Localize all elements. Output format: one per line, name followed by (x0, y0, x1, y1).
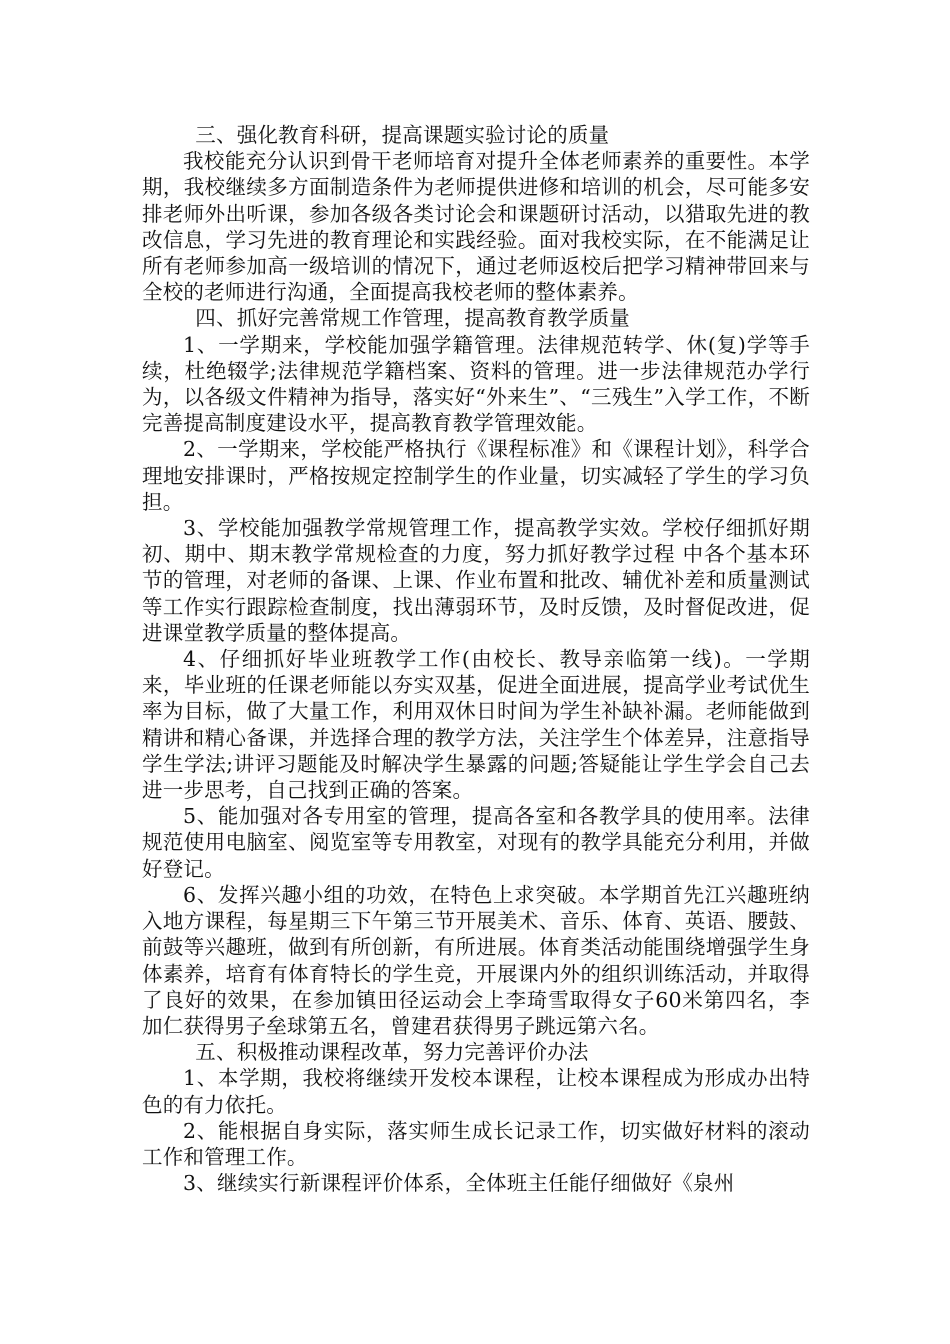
paragraph-item-5-1: 1、本学期，我校将继续开发校本课程，让校本课程成为形成办出特色的有力依托。 (142, 1066, 810, 1117)
section-heading-5: 五、积极推动课程改革，努力完善评价办法 (195, 1040, 589, 1065)
paragraph-item-5-3: 3、继续实行新课程评价体系，全体班主任能仔细做好《泉州 (183, 1171, 735, 1196)
paragraph-item-5-2: 2、能根据自身实际，落实师生成长记录工作，切实做好材料的滚动工作和管理工作。 (142, 1118, 810, 1169)
paragraph-item-4-6: 6、发挥兴趣小组的功效，在特色上求突破。本学期首先江兴趣班纳入地方课程，每星期三下午第三节开展美术、音乐、体育、英语、腰鼓、前鼓等兴趣班，做到有所创新，有所进展。体育类活动能围绕增强学生身体素养，培育有体育特长的学生竞，开展课内外的组织训练活动，并取得了良好的效果，在参加镇田径运动会上李琦雪取得女子60米第四名，李加仁获得男子垒球第五名，曾建君获得男子跳远第六名。 (142, 882, 810, 1038)
paragraph-teacher-training: 我校能充分认识到骨干老师培育对提升全体老师素养的重要性。本学期，我校继续多方面制造条件为老师提供进修和培训的机会，尽可能多安排老师外出听课，参加各级各类讨论会和课题研讨活动，以猎取先进的教改信息，学习先进的教育理论和实践经验。面对我校实际，在不能满足让所有老师参加高一级培训的情况下，通过老师返校后把学习精神带回来与全校的老师进行沟通，全面提高我校老师的整体素养。 (142, 149, 810, 305)
paragraph-item-4-3: 3、学校能加强教学常规管理工作，提高教学实效。学校仔细抓好期初、期中、期末教学常规检查的力度，努力抓好教学过程 中各个基本环节的管理，对老师的备课、上课、作业布置和批改、辅优补差和质量测试等工作实行跟踪检查制度，找出薄弱环节，及时反馈，及时督促改进，促进课堂教学质量的整体提高。 (142, 516, 810, 645)
document-body (142, 122, 810, 1196)
section-heading-4: 四、抓好完善常规工作管理，提高教育教学质量 (195, 306, 630, 331)
section-heading-3: 三、强化教育科研，提高课题实验讨论的质量 (195, 123, 610, 147)
paragraph-item-4-2: 2、一学期来，学校能严格执行《课程标准》和《课程计划》，科学合理地安排课时，严格按规定控制学生的作业量，切实减轻了学生的学习负担。 (142, 437, 810, 514)
paragraph-item-4-5: 5、能加强对各专用室的管理，提高各室和各教学具的使用率。法律规范使用电脑室、阅览室等专用教室，对现有的教学具能充分利用，并做好登记。 (142, 804, 810, 881)
paragraph-item-4-1: 1、一学期来，学校能加强学籍管理。法律规范转学、休(复)学等手续，杜绝辍学;法律规范学籍档案、资料的管理。进一步法律规范办学行为，以各级文件精神为指导，落实好“外来生”、“三残生”入学工作，不断完善提高制度建设水平，提高教育教学管理效能。 (142, 332, 810, 436)
paragraph-item-4-4: 4、仔细抓好毕业班教学工作(由校长、教导亲临第一线)。一学期来，毕业班的任课老师能以夯实双基，促进全面进展，提高学业考试优生率为目标，做了大量工作，利用双休日时间为学生补缺补漏。老师能做到精讲和精心备课，并选择合理的教学方法，关注学生个体差异，注意指导学生学法;讲评习题能及时解决学生暴露的问题;答疑能让学生学会自己去进一步思考，自己找到正确的答案。 (142, 647, 810, 803)
